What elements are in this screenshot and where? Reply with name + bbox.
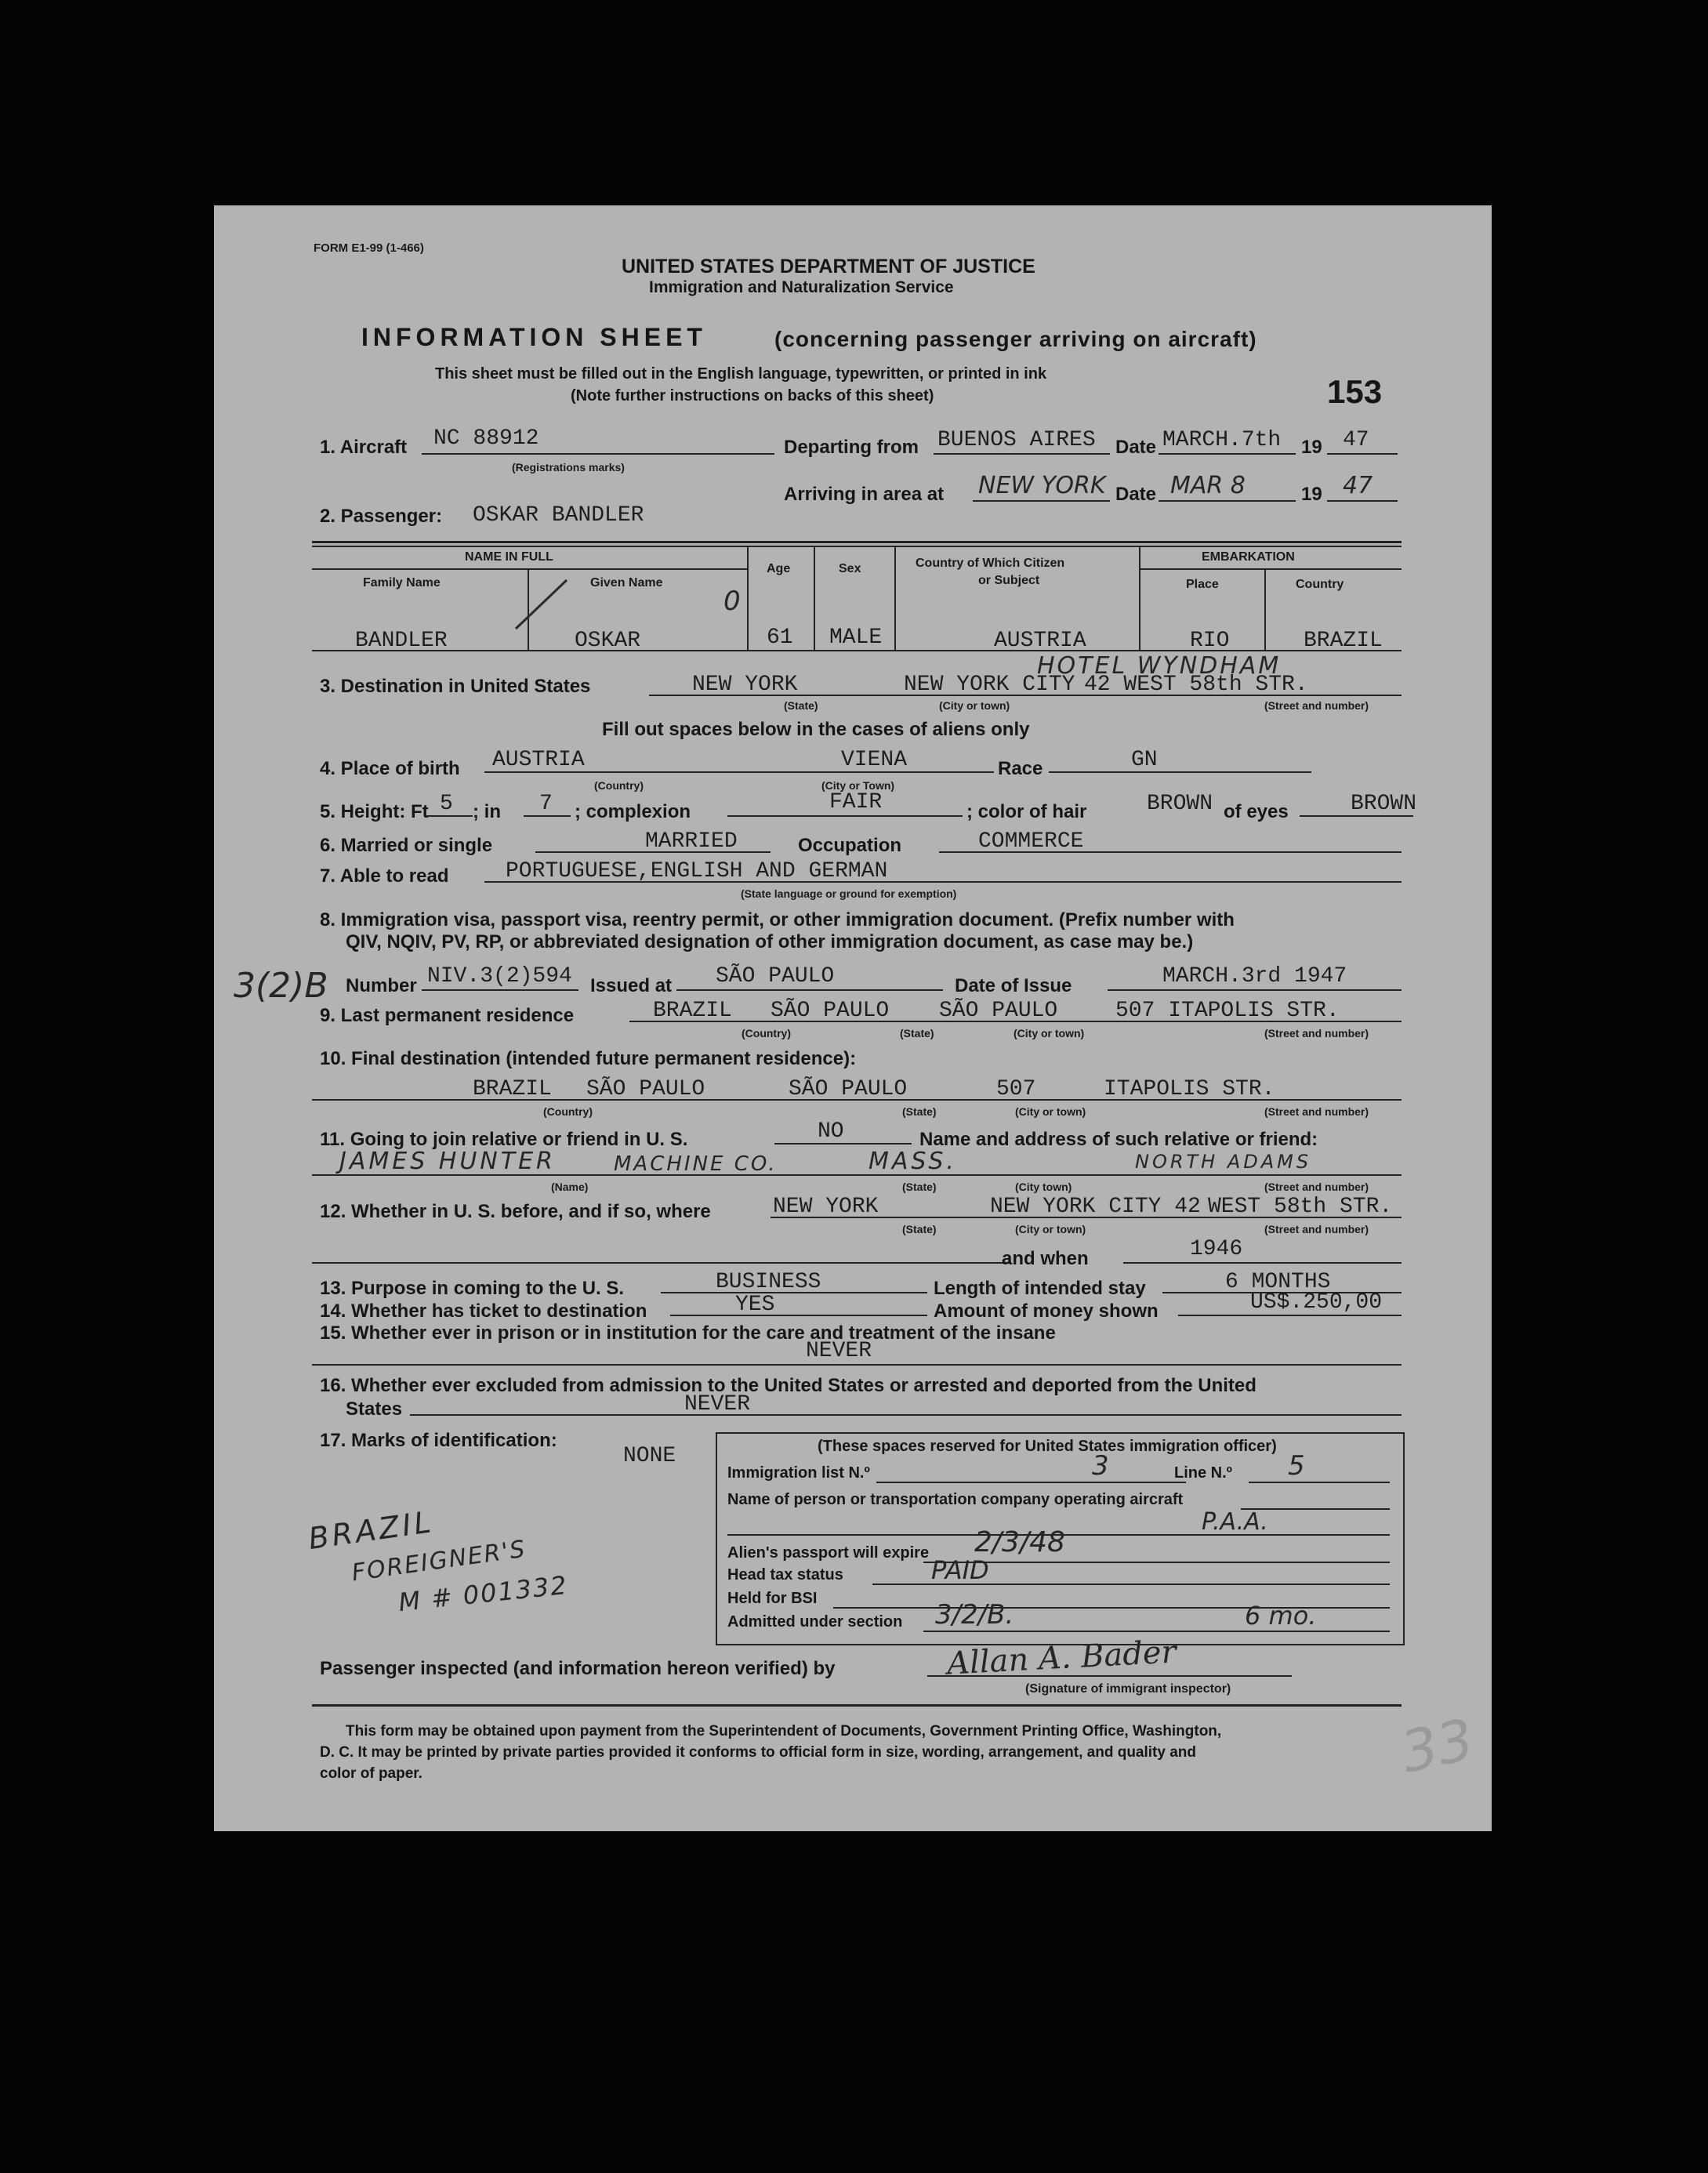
department-heading: UNITED STATES DEPARTMENT OF JUSTICE [622, 256, 1035, 278]
money-label: Amount of money shown [934, 1301, 1159, 1322]
final-destination-country: BRAZIL [473, 1077, 552, 1101]
depart-date: MARCH.7th [1162, 428, 1282, 452]
sex-heading: Sex [839, 562, 861, 575]
purpose-value: BUSINESS [716, 1270, 821, 1294]
row-age: 61 [767, 626, 793, 650]
before-state-caption: (State) [902, 1223, 937, 1235]
arrive-year: 47 [1343, 472, 1373, 499]
arrive-date-label: Date [1115, 484, 1157, 505]
last-residence-street: 507 ITAPOLIS STR. [1115, 999, 1340, 1023]
read-value: PORTUGUESE,ENGLISH AND GERMAN [506, 859, 888, 883]
race-value: GN [1131, 748, 1158, 772]
margin-handwriting-line-1: BRAZIL [306, 1504, 437, 1556]
marks-value: NONE [623, 1444, 676, 1468]
name-in-full-heading: NAME IN FULL [465, 550, 553, 564]
last-residence-state: SÃO PAULO [771, 999, 890, 1023]
final-destination-number: 507 [996, 1077, 1036, 1101]
footer-line-2: D. C. It may be printed by private parties provided it conforms to official form in size, wording, arrangement, and quality and [320, 1744, 1197, 1761]
before-when: 1946 [1190, 1237, 1243, 1261]
depart-year: 47 [1343, 428, 1369, 452]
final-destination-state: SÃO PAULO [586, 1077, 705, 1101]
last-residence-country: BRAZIL [653, 999, 732, 1023]
issued-at-value: SÃO PAULO [716, 964, 835, 989]
passport-expire-label: Alien's passport will expire [727, 1544, 930, 1562]
relative-state: MASS. [869, 1148, 957, 1175]
head-tax-value: PAID [931, 1555, 989, 1585]
last-residence-city-caption: (City or town) [1014, 1027, 1085, 1039]
country-citizen-heading: Country of Which Citizen [916, 557, 1065, 570]
last-residence-state-caption: (State) [900, 1027, 934, 1039]
birth-city-caption: (City or Town) [821, 779, 895, 792]
final-destination-city-caption: (City or town) [1015, 1105, 1086, 1118]
destination-street-caption: (Street and number) [1264, 699, 1369, 712]
family-name-heading: Family Name [363, 576, 441, 590]
arriving-value: NEW YORK [978, 472, 1106, 499]
height-inches: 7 [539, 792, 553, 816]
eyes-label: of eyes [1224, 801, 1289, 822]
before-state: NEW YORK [773, 1195, 879, 1219]
birth-country-caption: (Country) [594, 779, 644, 792]
diagonal-stroke-mark [512, 574, 575, 637]
sheet-subtitle: (concerning passenger arriving on aircraft) [774, 327, 1257, 351]
destination-city: NEW YORK CITY [904, 673, 1075, 697]
last-residence-country-caption: (Country) [742, 1027, 791, 1039]
issue-date-value: MARCH.3rd 1947 [1162, 964, 1347, 989]
destination-label: 3. Destination in United States [320, 676, 591, 697]
before-street: WEST 58th STR. [1208, 1195, 1393, 1219]
zero-mark: 0 [723, 586, 741, 617]
arrive-year-prefix: 19 [1301, 484, 1322, 505]
officer-box-heading: (These spaces reserved for United States immigration officer) [818, 1438, 1277, 1455]
read-label: 7. Able to read [320, 865, 449, 887]
or-subject-heading: or Subject [978, 574, 1040, 587]
destination-state: NEW YORK [692, 673, 798, 697]
aliens-note: Fill out spaces below in the cases of aliens only [602, 719, 1030, 740]
departing-label: Departing from [784, 437, 919, 458]
eyes-value: BROWN [1351, 792, 1417, 816]
depart-date-label: Date [1115, 437, 1157, 458]
instruction-line-1: This sheet must be filled out in the English language, typewritten, or printed in ink [435, 365, 1047, 383]
bsi-label: Held for BSI [727, 1590, 818, 1607]
row-sex: MALE [829, 626, 883, 650]
admitted-section-value: 3/2/B. [935, 1599, 1014, 1631]
admitted-section-label: Admitted under section [727, 1613, 903, 1631]
final-destination-street-caption: (Street and number) [1264, 1105, 1369, 1118]
embarkation-heading: EMBARKATION [1202, 550, 1295, 564]
passport-expire-value: 2/3/48 [974, 1526, 1065, 1558]
passenger-value: OSKAR BANDLER [473, 503, 644, 528]
birth-label: 4. Place of birth [320, 758, 460, 779]
before-street-caption: (Street and number) [1264, 1223, 1369, 1235]
arrive-date: MAR 8 [1170, 472, 1246, 499]
visa-number: NIV.3(2)594 [427, 964, 572, 989]
row-citizen: AUSTRIA [994, 629, 1086, 653]
relative-value: NO [818, 1119, 844, 1144]
age-heading: Age [767, 562, 791, 575]
visa-number-label: Number [346, 975, 417, 996]
transport-company-value: P.A.A. [1202, 1508, 1268, 1536]
line-number-label: Line N.º [1174, 1464, 1232, 1482]
final-destination-city: SÃO PAULO [789, 1077, 908, 1101]
race-label: Race [998, 758, 1043, 779]
complexion-label: ; complexion [575, 801, 691, 822]
relative-city-caption: (City town) [1015, 1181, 1072, 1193]
country-heading: Country [1296, 578, 1344, 591]
prison-label: 15. Whether ever in prison or in institution for the care and treatment of the insane [320, 1322, 1056, 1344]
excluded-label-2: States [346, 1398, 403, 1420]
issued-at-label: Issued at [590, 975, 673, 996]
depart-year-prefix: 19 [1301, 437, 1322, 458]
hair-value: BROWN [1147, 792, 1213, 816]
relative-company: MACHINE CO. [614, 1152, 778, 1176]
occupation-label: Occupation [798, 835, 902, 856]
marks-label: 17. Marks of identification: [320, 1430, 557, 1451]
relative-address-label: Name and address of such relative or friend: [919, 1129, 1318, 1150]
footer-line-3: color of paper. [320, 1765, 422, 1782]
aircraft-value: NC 88912 [433, 426, 539, 451]
service-heading: Immigration and Naturalization Service [649, 278, 954, 296]
line-number-value: 5 [1288, 1450, 1305, 1482]
issue-date-label: Date of Issue [955, 975, 1072, 996]
relative-street-caption: (Street and number) [1264, 1181, 1369, 1193]
before-city: NEW YORK CITY 42 [990, 1195, 1201, 1219]
before-label: 12. Whether in U. S. before, and if so, where [320, 1201, 711, 1222]
relative-city: NORTH ADAMS [1135, 1151, 1312, 1173]
instruction-line-2: (Note further instructions on backs of this sheet) [571, 387, 934, 404]
page-mark: 33 [1395, 1706, 1480, 1786]
relative-name: JAMES HUNTER [339, 1148, 556, 1175]
final-destination-street: ITAPOLIS STR. [1104, 1077, 1275, 1101]
destination-city-caption: (City or town) [939, 699, 1010, 712]
hotel-name: HOTEL WYNDHAM [1037, 652, 1282, 680]
footer-line-1: This form may be obtained upon payment from the Superintendent of Documents, Government Printing Office, Washington, [346, 1723, 1222, 1739]
sheet-number: 153 [1327, 373, 1383, 410]
sheet-title: INFORMATION SHEET [361, 323, 707, 351]
inspected-label: Passenger inspected (and information hereon verified) by [320, 1658, 836, 1679]
margin-handwriting-line-3: M # 001332 [397, 1569, 570, 1618]
relative-state-caption: (State) [902, 1181, 937, 1193]
admitted-months: 6 mo. [1245, 1601, 1317, 1631]
visa-text-2: QIV, NQIV, PV, RP, or abbreviated designation of other immigration document, as case may be.) [346, 931, 1194, 952]
last-residence-street-caption: (Street and number) [1264, 1027, 1369, 1039]
departing-value: BUENOS AIRES [937, 428, 1096, 452]
money-value: US$.250,00 [1250, 1290, 1383, 1315]
final-destination-country-caption: (Country) [543, 1105, 593, 1118]
head-tax-label: Head tax status [727, 1566, 843, 1583]
arriving-label: Arriving in area at [784, 484, 945, 505]
relative-name-caption: (Name) [551, 1181, 589, 1193]
married-value: MARRIED [645, 829, 738, 854]
birth-country: AUSTRIA [492, 748, 585, 772]
prison-value: NEVER [806, 1339, 872, 1363]
transport-company-label: Name of person or transportation company operating aircraft [727, 1491, 1184, 1508]
immigration-list-label: Immigration list N.º [727, 1464, 870, 1482]
final-destination-label: 10. Final destination (intended future permanent residence): [320, 1048, 857, 1069]
height-label: 5. Height: Ft [320, 801, 429, 822]
married-label: 6. Married or single [320, 835, 493, 856]
immigration-list-value: 3 [1092, 1450, 1109, 1482]
row-place: RIO [1190, 629, 1230, 653]
aircraft-label: 1. Aircraft [320, 437, 408, 458]
inches-label: ; in [473, 801, 501, 822]
relative-label: 11. Going to join relative or friend in U. S. [320, 1129, 688, 1150]
registration-caption: (Registrations marks) [512, 461, 625, 473]
place-heading: Place [1186, 578, 1219, 591]
ticket-label: 14. Whether has ticket to destination [320, 1301, 647, 1322]
excluded-value: NEVER [684, 1392, 751, 1417]
destination-state-caption: (State) [784, 699, 818, 712]
last-residence-label: 9. Last permanent residence [320, 1005, 575, 1026]
hair-label: ; color of hair [966, 801, 1087, 822]
passenger-label: 2. Passenger: [320, 506, 443, 527]
final-destination-state-caption: (State) [902, 1105, 937, 1118]
excluded-label-1: 16. Whether ever excluded from admission to the United States or arrested and deported from the United [320, 1375, 1257, 1396]
form-sheet [214, 205, 1492, 1831]
height-feet: 5 [440, 792, 453, 816]
row-country: BRAZIL [1304, 629, 1383, 653]
form-number: FORM E1-99 (1-466) [314, 241, 424, 255]
stay-value: 6 MONTHS [1225, 1270, 1331, 1294]
destination-street: 42 WEST 58th STR. [1084, 673, 1308, 697]
purpose-label: 13. Purpose in coming to the U. S. [320, 1278, 625, 1299]
last-residence-city: SÃO PAULO [939, 999, 1058, 1023]
visa-margin-note: 3(2)B [234, 966, 328, 1006]
ticket-value: YES [735, 1293, 775, 1317]
visa-text-1: 8. Immigration visa, passport visa, reentry permit, or other immigration document. (Prefix number with [320, 909, 1235, 931]
row-given-name: OSKAR [575, 629, 641, 653]
row-family-name: BANDLER [355, 629, 448, 653]
complexion-value: FAIR [829, 790, 883, 814]
signature-caption: (Signature of immigrant inspector) [1025, 1682, 1231, 1696]
before-city-caption: (City or town) [1015, 1223, 1086, 1235]
given-name-heading: Given Name [590, 576, 663, 590]
occupation-value: COMMERCE [978, 829, 1084, 854]
before-when-label: and when [1002, 1248, 1089, 1269]
inspector-signature: Allan A. Bader [945, 1634, 1177, 1682]
read-caption: (State language or ground for exemption) [741, 887, 957, 900]
margin-handwriting-line-2: FOREIGNER'S [350, 1535, 528, 1587]
stay-label: Length of intended stay [934, 1278, 1146, 1299]
birth-city: VIENA [841, 748, 908, 772]
